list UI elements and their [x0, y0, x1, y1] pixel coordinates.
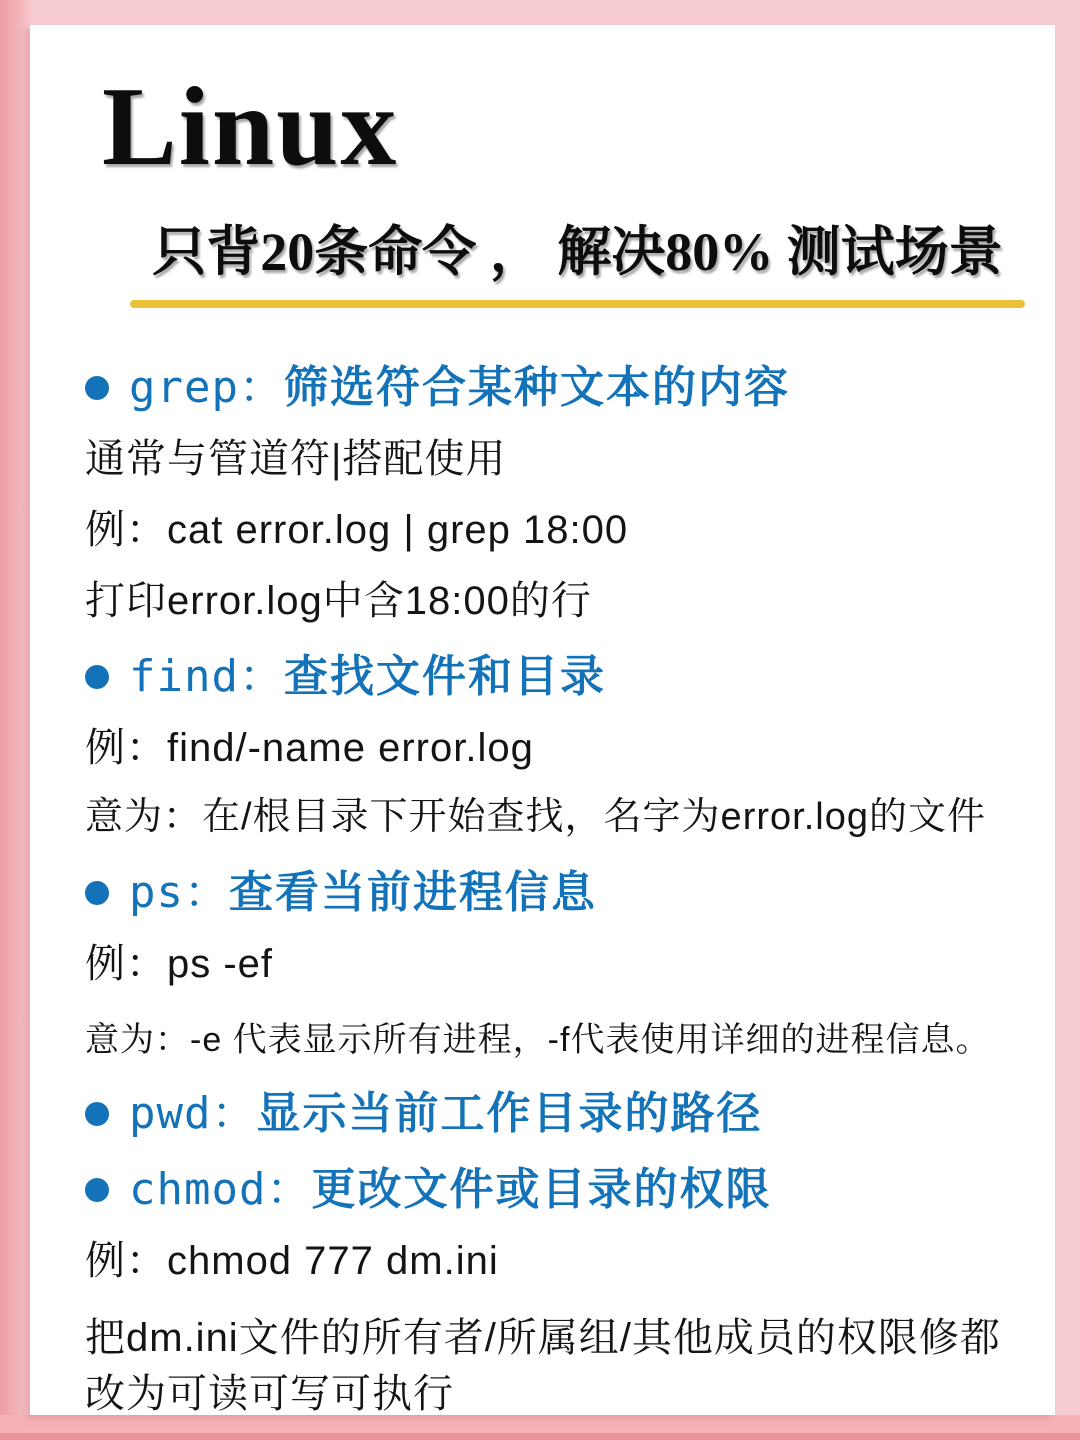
- note-line: 意为：-e 代表显示所有进程，-f代表使用详细的进程信息。: [85, 1021, 991, 1060]
- bullet-icon: [85, 1178, 109, 1202]
- example-line: 例：cat error.log | grep 18:00: [85, 508, 629, 553]
- page-subtitle: 只背20条命令 ， 解决80% 测试场景: [152, 222, 1003, 282]
- command-desc: 更改文件或目录的权限: [311, 1164, 772, 1214]
- frame-bottom-edge: [0, 1433, 1080, 1440]
- command-heading-pwd: [85, 1087, 1015, 1139]
- command-heading-ps: [85, 867, 1015, 919]
- command-name: find：: [129, 651, 284, 703]
- command-desc: 查看当前进程信息: [228, 868, 597, 918]
- example-line: 例：ps -ef: [85, 942, 274, 987]
- command-name: pwd：: [129, 1087, 257, 1139]
- command-desc: 查找文件和目录: [283, 652, 606, 702]
- example-line: 例：find/-name error.log: [85, 726, 534, 771]
- note-line: 通常与管道符|搭配使用: [85, 437, 507, 482]
- bullet-icon: [85, 881, 109, 905]
- frame-left-shade: [0, 0, 34, 1440]
- command-desc: 显示当前工作目录的路径: [256, 1088, 763, 1138]
- command-name: grep：: [129, 362, 284, 414]
- command-desc: 筛选符合某种文本的内容: [283, 363, 790, 413]
- note-paragraph: 把dm.ini文件的所有者/所属组/其他成员的权限修都改为可读可写可执行: [85, 1315, 1001, 1415]
- bullet-icon: [85, 665, 109, 689]
- command-heading-grep: [85, 362, 1015, 414]
- command-list: [30, 362, 1055, 1415]
- note-line: 打印error.log中含18:00的行: [85, 579, 592, 624]
- subtitle-underline: [130, 300, 1025, 308]
- subtitle-wrap: [130, 223, 1025, 282]
- command-name: ps：: [129, 867, 229, 919]
- command-heading-find: [85, 651, 1015, 703]
- example-line: 例：chmod 777 dm.ini: [85, 1238, 499, 1283]
- command-name: chmod：: [129, 1163, 312, 1215]
- command-heading-chmod: [85, 1163, 1015, 1215]
- bullet-icon: [85, 1102, 109, 1126]
- note-line: 意为：在/根目录下开始查找，名字为error.log的文件: [85, 796, 986, 839]
- page-title: Linux: [102, 65, 399, 189]
- content-card: [30, 25, 1055, 1415]
- bullet-icon: [85, 376, 109, 400]
